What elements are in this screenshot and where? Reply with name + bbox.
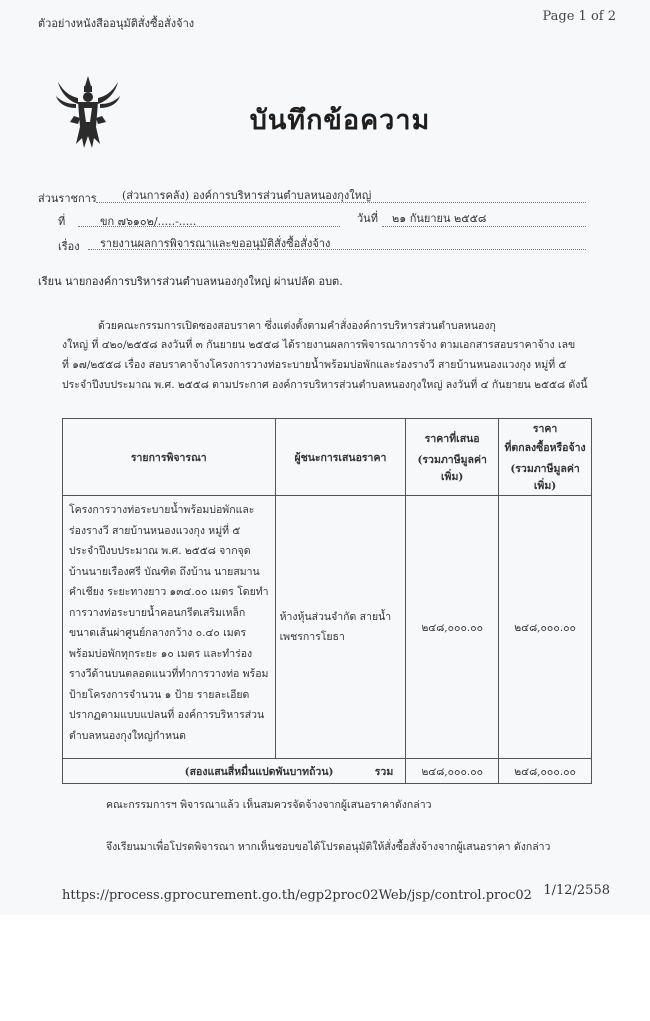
table-row: [63, 496, 592, 759]
date-value: ๒๑ กันยายน ๒๕๕๘: [392, 212, 487, 225]
description-line: บ้านนายเรืองศรี บัณฑิต ถึงบ้าน นายสมาน: [69, 565, 260, 578]
total-cell: [63, 759, 406, 784]
header-agreed-line: ที่ตกลงซื้อหรือจ้าง: [504, 442, 586, 454]
subject-label: เรื่อง: [58, 240, 80, 253]
header-item: รายการพิจารณา: [63, 419, 276, 496]
paragraph-line: ประจำปีงบประมาณ พ.ศ. ๒๕๕๘ ตามประกาศ องค์การบริหารส่วนตำบลหนองกุงใหญ่ ลงวันที่ ๔ กันยายน ๒๕๕๘ ดังนี้: [62, 379, 588, 391]
table-header-row: [63, 419, 592, 496]
addressee: เรียน นายกองค์การบริหารส่วนตำบลหนองกุงใหญ่ ผ่านปลัด อบต.: [38, 275, 343, 288]
page-number: Page 1 of 2: [542, 9, 616, 24]
source-url: https://process.gprocurement.go.th/egp2proc02Web/jsp/control.proc02: [62, 888, 532, 903]
description-line: ร่องรางวี สายบ้านหนองแวงกุง หมู่ที่ ๕: [69, 524, 241, 537]
description-line: คำเชียง ระยะทางยาว ๑๓๔.๐๐ เมตร โดยทำ: [69, 586, 269, 598]
committee-opinion: คณะกรรมการฯ พิจารณาแล้ว เห็นสมควรจัดจ้างจากผู้เสนอราคาดังกล่าว: [106, 799, 432, 811]
paragraph-line: ที่ ๑๗/๒๕๕๘ เรื่อง สอบราคาจ้างโครงการวางท่อระบายน้ำพร้อมบ่อพักและร่องรางวี สายบ้านหนองแวงกุง หมู่ที่ ๕: [62, 359, 567, 371]
description-line: การวางท่อระบายน้ำคอนกรีตเสริมเหล็ก: [69, 606, 246, 619]
header-offer-line: ราคาที่เสนอ: [424, 432, 480, 445]
department-underline: [96, 202, 586, 203]
winner-name: [275, 496, 406, 759]
agreed-total: ๒๔๘,๐๐๐.๐๐: [499, 759, 592, 784]
table-total-row: [63, 759, 592, 784]
reference-label: ที่: [58, 215, 66, 228]
paragraph-line: งใหญ่ ที่ ๔๒๐/๒๕๕๘ ลงวันที่ ๓ กันยายน ๒๕๕๘ ได้รายงานผลการพิจารณาการจ้าง ตามเอกสารสอบราคาจ้าง เลข: [62, 339, 576, 351]
document-type-note: ตัวอย่างหนังสืออนุมัติสั่งซื้อสั่งจ้าง: [38, 17, 195, 30]
header-winner: ผู้ชนะการเสนอราคา: [275, 419, 406, 496]
reference-underline: [78, 226, 340, 227]
description-line: ประจำปีงบประมาณ พ.ศ. ๒๕๕๘ จากจุด: [69, 545, 251, 557]
header-offer-price: [406, 419, 499, 496]
description-line: ตำบลหนองกุงใหญ่กำหนด: [69, 729, 186, 742]
description-line: ปรากฏตามแบบแปลนที่ องค์การบริหารส่วน: [69, 709, 265, 721]
consideration-table: [62, 418, 592, 784]
item-description: [63, 496, 276, 759]
description-line: ป้ายโครงการจำนวน ๑ ป้าย รายละเอียด: [69, 688, 250, 701]
reference-value: ขก ๗๖๑๐๒/.....-.....: [100, 215, 197, 228]
header-offer-line: (รวมภาษีมูลค่าเพิ่ม): [417, 453, 487, 483]
winner-line: ห้างหุ้นส่วนจำกัด สายน้ำ: [279, 611, 392, 623]
description-line: โครงการวางท่อระบายน้ำพร้อมบ่อพักและ: [69, 504, 255, 516]
subject-value: รายงานผลการพิจารณาและขออนุมัติสั่งซื้อสั่งจ้าง: [100, 237, 331, 250]
total-in-words: (สองแสนสี่หมื่นแปดพันบาทถ้วน): [184, 765, 334, 778]
approval-request: จึงเรียนมาเพื่อโปรดพิจารณา หากเห็นชอบขอได้โปรดอนุมัติให้สั่งซื้อสั่งจ้างจากผู้เสนอราคา ดังกล่าว: [106, 841, 551, 853]
document-title: บันทึกข้อความ: [249, 105, 431, 136]
description-line: ขนาดเส้นผ่าศูนย์กลางกว้าง ๐.๔๐ เมตร: [69, 627, 247, 639]
description-line: รางวีด้านบนตลอดแนวที่ทำการวางท่อ พร้อม: [69, 668, 269, 680]
date-underline: [382, 226, 586, 227]
description-line: พร้อมบ่อพักทุกระยะ ๑๐ เมตร และทำร่อง: [69, 647, 253, 660]
header-agreed-line: (รวมภาษีมูลค่าเพิ่ม): [510, 463, 580, 492]
date-label: วันที่: [357, 212, 378, 225]
header-agreed-price: [499, 419, 592, 496]
agreed-price: ๒๔๘,๐๐๐.๐๐: [499, 496, 592, 759]
offer-total: ๒๔๘,๐๐๐.๐๐: [406, 759, 499, 784]
department-value: (ส่วนการคลัง) องค์การบริหารส่วนตำบลหนองกุงใหญ่: [122, 189, 372, 202]
offer-price: ๒๔๘,๐๐๐.๐๐: [406, 496, 499, 759]
winner-line: เพชรการโยธา: [279, 631, 345, 643]
paragraph-line: ด้วยคณะกรรมการเปิดซองสอบราคา ซึ่งแต่งตั้งตามคำสั่งองค์การบริหารส่วนตำบลหนองกุ: [98, 320, 496, 332]
print-date: 1/12/2558: [543, 883, 610, 898]
total-label: รวม: [374, 765, 394, 778]
header-agreed-line: ราคา: [532, 423, 558, 435]
department-label: ส่วนราชการ: [38, 192, 97, 205]
subject-underline: [88, 249, 586, 250]
